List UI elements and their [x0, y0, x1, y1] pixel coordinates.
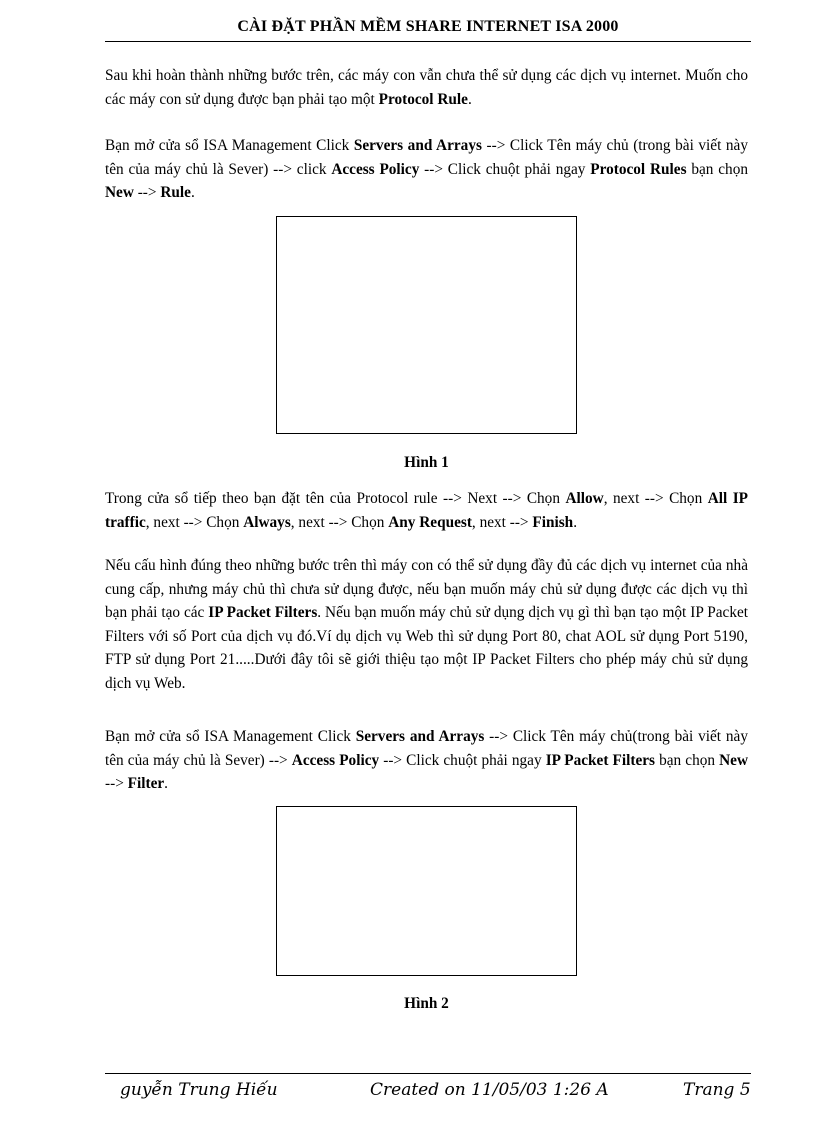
text-run: --> Click chuột phải ngay — [379, 751, 546, 769]
text-run: --> Click chuột phải ngay — [419, 160, 591, 178]
footer-page-number: Trang 5 — [683, 1080, 751, 1100]
paragraph-3 — [105, 487, 748, 534]
paragraph-1 — [105, 64, 748, 111]
paragraph-4 — [105, 554, 748, 695]
text-run: --> Click Tên máy chủ (trong bài viết này tên của máy chủ là Sever) --> click — [105, 137, 748, 178]
bold-term: Servers and Arrays — [355, 728, 485, 745]
figure-2-caption: Hình 2 — [404, 995, 449, 1012]
paragraph-5 — [105, 725, 748, 796]
text-run: . — [467, 90, 472, 108]
text-run: . Nếu bạn muốn máy chủ sử dụng dịch vụ gì thì bạn tạo một IP Packet Filters với số Port của dịch vụ đó.Ví dụ dịch vụ Web thì sử dụng Port 80, chat AOL sử dụng Port 5190, FTP sử dụng Port 21.....Dưới đây tôi sẽ giới thiệu tạo một IP Packet Filters cho phép máy chủ sử dụng dịch vụ Web. — [105, 604, 749, 692]
text-run: bạn chọn — [686, 160, 748, 178]
text-run: , next --> Chọn — [603, 490, 708, 507]
bold-term: New — [105, 184, 134, 201]
text-run: , next --> Chọn — [290, 513, 389, 531]
text-run: Nếu cấu hình đúng theo những bước trên thì máy con có thể sử dụng đầy đủ các dịch vụ internet của nhà cung cấp, nhưng máy chủ thì chưa sử dụng được, nếu bạn muốn máy chủ sử dụng được các dịch vụ thì bạn phải tạo các — [105, 557, 748, 621]
bold-term: IP Packet Filters — [208, 604, 318, 621]
bold-term: Always — [243, 513, 291, 531]
text-run: Bạn mở cửa sổ ISA Management Click — [105, 728, 356, 745]
text-run: , next --> — [471, 513, 533, 531]
text-run: --> — [133, 184, 161, 201]
text-run: Sau khi hoàn thành những bước trên, các máy con vẫn chưa thể sử dụng các dịch vụ internet. Muốn cho các máy con sử dụng được bạn phải tạo một — [105, 67, 748, 108]
bold-term: Access Policy — [331, 160, 420, 178]
text-run: . — [190, 184, 195, 201]
bold-term: All IP traffic — [105, 490, 748, 531]
text-run: , next --> Chọn — [145, 513, 244, 531]
footer-author: guyễn Trung Hiếu — [120, 1080, 278, 1100]
bold-term: New — [719, 751, 749, 769]
text-run: . — [573, 513, 578, 531]
bold-term: Finish — [532, 513, 574, 531]
figure-1-placeholder — [276, 216, 577, 434]
text-run: Bạn mở cửa sổ ISA Management Click — [105, 137, 354, 154]
bold-term: Any Request — [388, 513, 472, 531]
bold-term: Access Policy — [291, 751, 380, 769]
text-run: --> Click Tên máy chủ(trong bài viết này tên của máy chủ là Sever) --> — [105, 728, 748, 769]
figure-2-placeholder — [276, 806, 577, 976]
text-run: . — [164, 775, 168, 792]
bold-term: Servers and Arrays — [353, 137, 482, 154]
bold-term: Protocol Rules — [590, 160, 687, 178]
text-run: bạn chọn — [655, 751, 720, 769]
header-divider — [105, 41, 751, 42]
bold-term: IP Packet Filters — [545, 751, 656, 769]
figure-1-caption: Hình 1 — [404, 454, 449, 471]
bold-term: Protocol Rule — [378, 90, 468, 108]
text-run: --> — [105, 775, 128, 792]
footer-created-date: Created on 11/05/03 1:26 A — [370, 1080, 609, 1100]
paragraph-2 — [105, 134, 748, 205]
footer-divider — [105, 1073, 751, 1074]
text-run: Trong cửa sổ tiếp theo bạn đặt tên của Protocol rule --> Next --> Chọn — [105, 490, 566, 507]
bold-term: Filter — [127, 775, 165, 792]
document-title: CÀI ĐẶT PHẦN MỀM SHARE INTERNET ISA 2000 — [237, 18, 619, 35]
bold-term: Rule — [160, 184, 191, 201]
bold-term: Allow — [565, 490, 604, 507]
